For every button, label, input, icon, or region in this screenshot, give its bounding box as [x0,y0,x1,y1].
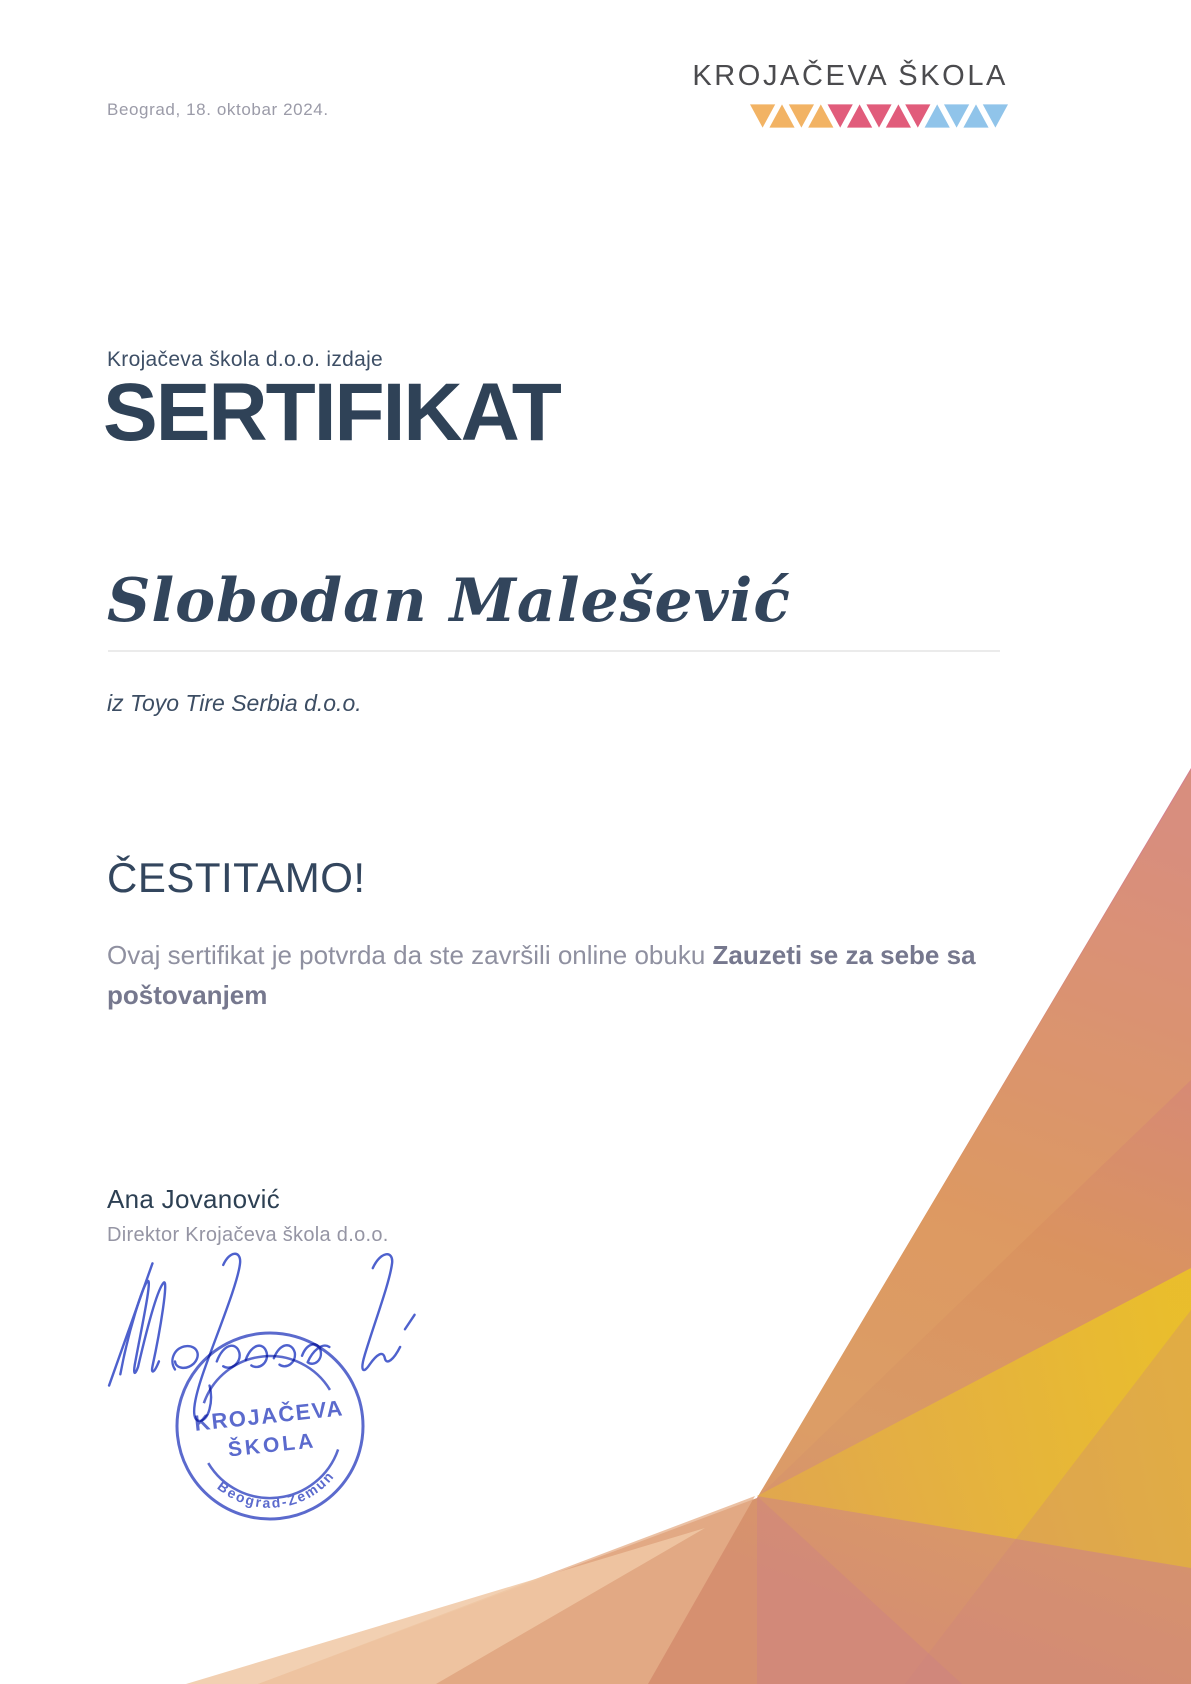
logo-wordmark: KROJAČEVA ŠKOLA [692,60,1008,92]
recipient-company: iz Toyo Tire Serbia d.o.o. [107,690,362,716]
name-underline [108,650,1000,652]
congrats-text-regular: Ovaj sertifikat je potvrda da ste završili online obuku [107,940,713,970]
stamp-line1: KROJAČEVA [192,1395,345,1436]
certificate-title: SERTIFIKAT [103,367,560,458]
congrats-text-bold: Zauzeti se za sebe sa poštovanjem [107,940,976,1010]
issuer-line: Krojačeva škola d.o.o. izdaje [107,348,384,371]
signer-name: Ana Jovanović [107,1184,281,1214]
date-location: Beograd, 18. oktobar 2024. [107,100,329,119]
signer-title: Direktor Krojačeva škola d.o.o. [107,1224,389,1246]
stamp-line2: ŠKOLA [226,1429,318,1462]
stamp-arc-text: Beograd-Zemun [214,1467,338,1511]
logo [692,60,1008,129]
congrats-text [107,936,1027,1015]
congrats-heading: ČESTITAMO! [107,854,366,901]
signature-graphic [96,1236,418,1437]
logo-triangles-icon [750,103,1008,129]
recipient-name: Slobodan Malešević [107,566,791,636]
